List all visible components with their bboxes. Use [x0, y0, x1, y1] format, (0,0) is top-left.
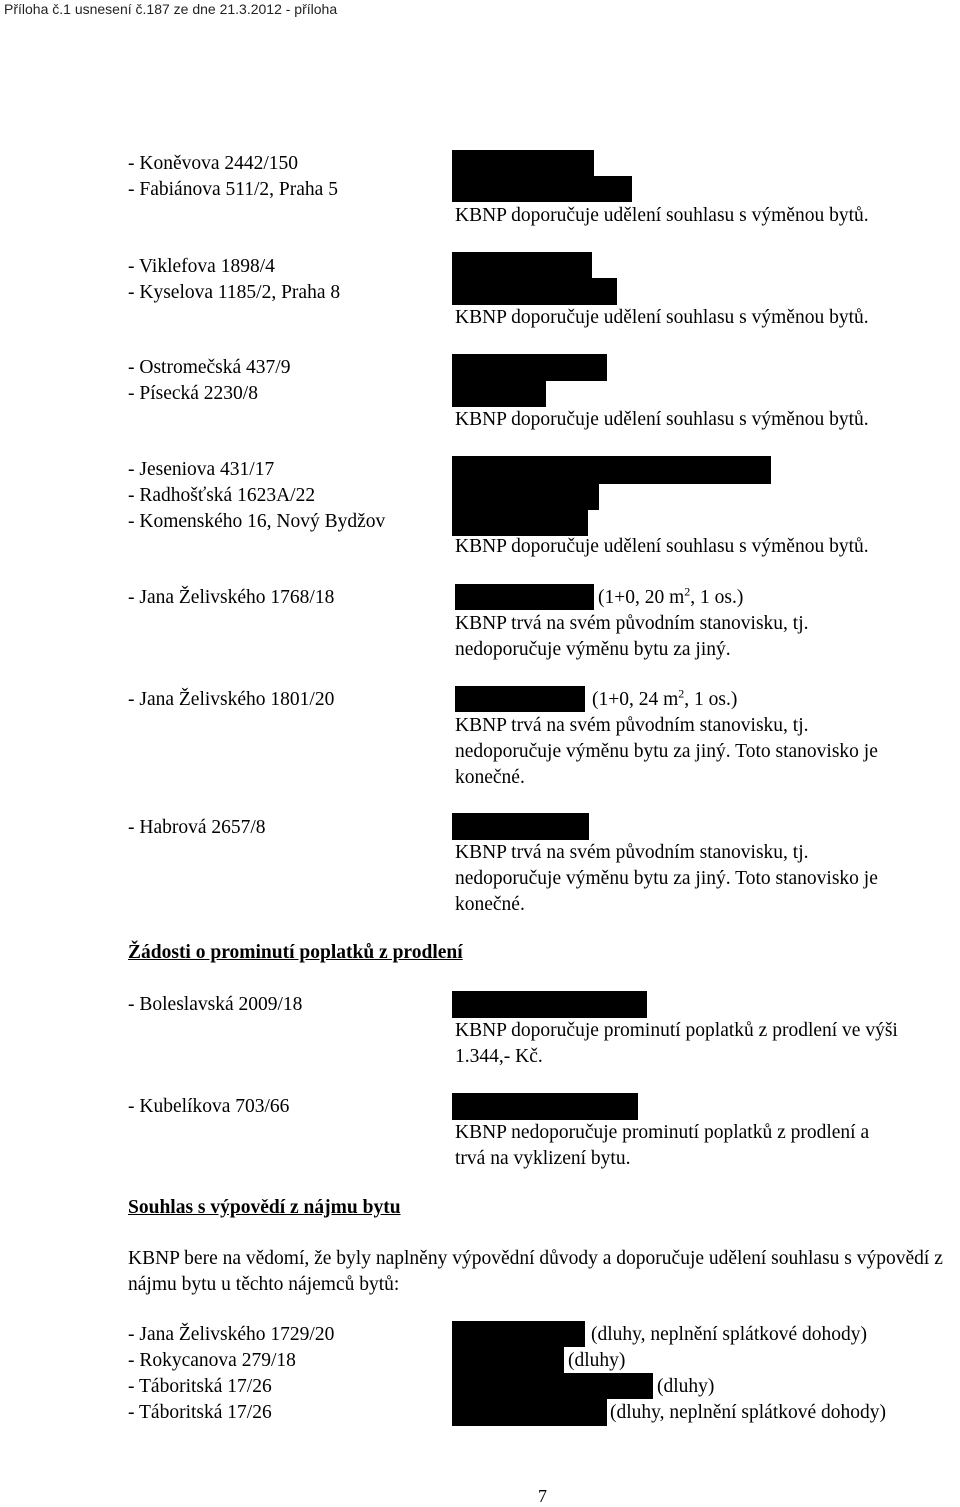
redaction-bar	[452, 1399, 607, 1426]
notice-4-reason: (dluhy, neplnění splátkové dohody)	[610, 1402, 887, 1423]
redaction-bar	[452, 991, 647, 1018]
redaction-bar	[452, 510, 588, 536]
exchange-1-address-1: - Koněvova 2442/150	[128, 153, 299, 174]
waiver-1-address: - Boleslavská 2009/18	[128, 994, 303, 1015]
exchange-1-decision: KBNP doporučuje udělení souhlasu s výměnou bytů.	[455, 205, 869, 226]
exchange-4-decision: KBNP doporučuje udělení souhlasu s výměnou bytů.	[455, 536, 869, 557]
redaction-bar	[452, 484, 599, 510]
notice-heading: Souhlas s výpovědí z nájmu bytu	[128, 1197, 401, 1218]
exchange-2-decision: KBNP doporučuje udělení souhlasu s výměnou bytů.	[455, 307, 869, 328]
page-header: Příloha č.1 usnesení č.187 ze dne 21.3.2012 - příloha	[4, 1, 338, 17]
persistent-2-line-2: nedoporučuje výměnu bytu za jiný. Toto stanovisko je	[455, 741, 878, 762]
waiver-2-line-1: KBNP nedoporučuje prominutí poplatků z prodlení a	[455, 1122, 870, 1143]
redaction-bar	[452, 1321, 585, 1347]
waiver-1-line-1: KBNP doporučuje prominutí poplatků z prodlení ve výši	[455, 1020, 898, 1041]
notice-2-reason: (dluhy)	[568, 1350, 626, 1371]
notice-3-address: - Táboritská 17/26	[128, 1376, 272, 1397]
redaction-bar	[452, 1373, 653, 1399]
exchange-3-address-1: - Ostromečská 437/9	[128, 357, 291, 378]
exchange-2-address-2: - Kyselova 1185/2, Praha 8	[128, 282, 341, 303]
exchange-2-address-1: - Viklefova 1898/4	[128, 256, 275, 277]
redaction-bar	[452, 381, 546, 407]
persistent-3-line-1: KBNP trvá na svém původním stanovisku, tj.	[455, 842, 809, 863]
redaction-bar	[452, 354, 607, 381]
exchange-1-address-2: - Fabiánova 511/2, Praha 5	[128, 179, 338, 200]
persistent-2-address: - Jana Želivského 1801/20	[128, 689, 335, 710]
waiver-1-line-2: 1.344,- Kč.	[455, 1046, 543, 1067]
exchange-3-address-2: - Písecká 2230/8	[128, 383, 258, 404]
exchange-3-decision: KBNP doporučuje udělení souhlasu s výměnou bytů.	[455, 409, 869, 430]
persistent-1-flat-info: (1+0, 20 $m^2$, 1 os.)	[598, 584, 744, 608]
waiver-2-line-2: trvá na vyklizení bytu.	[455, 1148, 631, 1169]
persistent-1-address: - Jana Želivského 1768/18	[128, 587, 335, 608]
persistent-1-line-1: KBNP trvá na svém původním stanovisku, tj.	[455, 613, 809, 634]
redaction-bar	[452, 1093, 638, 1120]
notice-1-reason: (dluhy, neplnění splátkové dohody)	[591, 1324, 868, 1345]
redaction-bar	[452, 456, 771, 484]
waiver-2-address: - Kubelíkova 703/66	[128, 1096, 290, 1117]
redaction-bar	[452, 176, 632, 202]
exchange-4-address-1: - Jeseniova 431/17	[128, 459, 275, 480]
notice-3-reason: (dluhy)	[657, 1376, 715, 1397]
page-number: 7	[538, 1486, 547, 1506]
redaction-bar	[455, 686, 585, 712]
persistent-3-address: - Habrová 2657/8	[128, 817, 266, 838]
persistent-1-line-2: nedoporučuje výměnu bytu za jiný.	[455, 639, 731, 660]
exchange-4-address-2: - Radhošťská 1623A/22	[128, 485, 316, 506]
notice-1-address: - Jana Želivského 1729/20	[128, 1324, 335, 1345]
persistent-2-line-3: konečné.	[455, 767, 525, 788]
persistent-3-line-2: nedoporučuje výměnu bytu za jiný. Toto stanovisko je	[455, 868, 878, 889]
redaction-bar	[452, 252, 592, 278]
notice-2-address: - Rokycanova 279/18	[128, 1350, 296, 1371]
redaction-bar	[455, 584, 594, 610]
waivers-heading: Žádosti o prominutí poplatků z prodlení	[128, 942, 463, 963]
redaction-bar	[452, 813, 589, 840]
redaction-bar	[452, 1347, 564, 1373]
redaction-bar	[452, 278, 617, 305]
notice-paragraph: KBNP bere na vědomí, že byly naplněny výpovědní důvody a doporučuje udělení souhlasu s výpovědí z nájmu bytu u těchto nájemců bytů:	[128, 1248, 943, 1295]
persistent-2-flat-info: (1+0, 24 $m^2$, 1 os.)	[592, 686, 738, 710]
persistent-2-line-1: KBNP trvá na svém původním stanovisku, tj.	[455, 715, 809, 736]
exchange-4-address-3: - Komenského 16, Nový Bydžov	[128, 511, 386, 532]
notice-4-address: - Táboritská 17/26	[128, 1402, 272, 1423]
redaction-bar	[452, 150, 594, 176]
persistent-3-line-3: konečné.	[455, 894, 525, 915]
